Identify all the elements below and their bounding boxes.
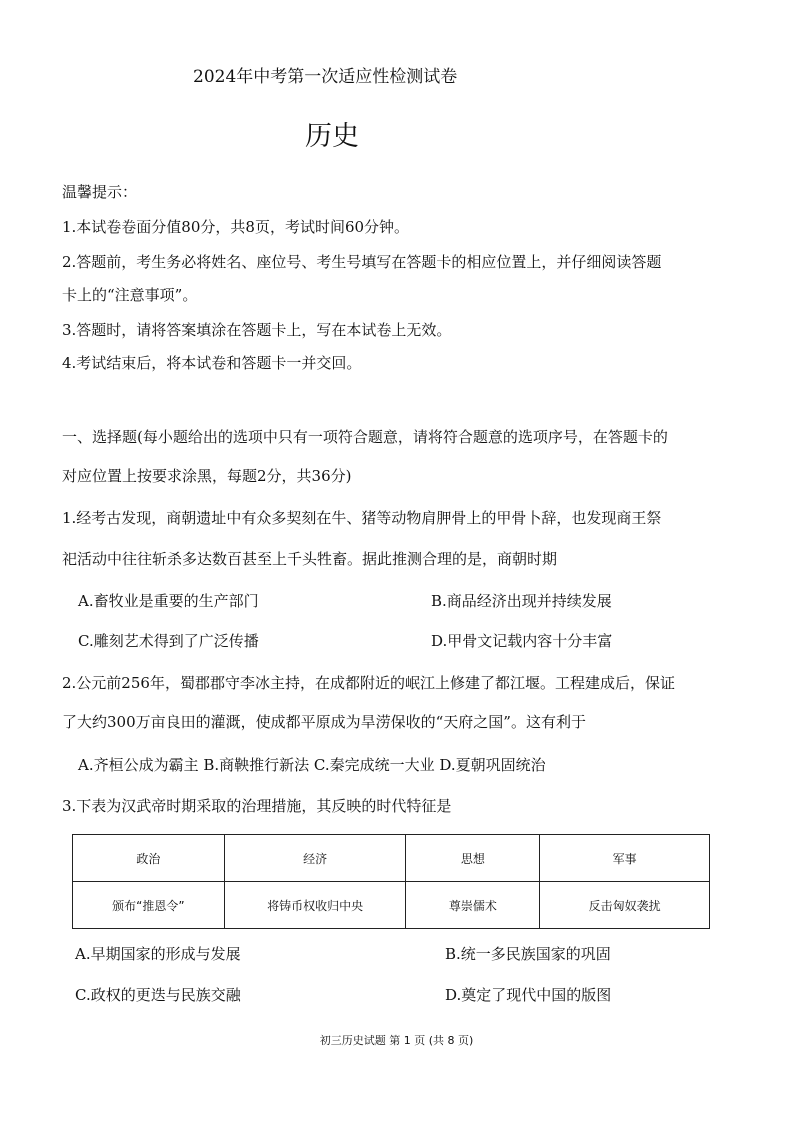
table-header-cell: 思想 (406, 835, 540, 882)
q1-option-b: B.商品经济出现并持续发展 (431, 592, 612, 610)
table-cell: 将铸币权收归中央 (224, 882, 406, 929)
notice-item-1: 1.本试卷卷面分值80分，共8页，考试时间60分钟。 (62, 218, 410, 236)
table-header-cell: 军事 (540, 835, 710, 882)
table-row (73, 882, 710, 929)
question-1-stem-cont: 祀活动中往往斩杀多达数百甚至上千头牲畜。据此推测合理的是，商朝时期 (62, 550, 558, 568)
q1-option-d: D.甲骨文记载内容十分丰富 (431, 632, 613, 650)
table-cell: 尊崇儒术 (406, 882, 540, 929)
q1-option-c: C.雕刻艺术得到了广泛传播 (78, 632, 259, 650)
q3-option-b: B.统一多民族国家的巩固 (445, 945, 611, 963)
exam-title: 2024年中考第一次适应性检测试卷 (193, 67, 458, 87)
notice-item-2-cont: 卡上的“注意事项”。 (62, 286, 198, 304)
table-cell: 反击匈奴袭扰 (540, 882, 710, 929)
table-header-cell: 政治 (73, 835, 225, 882)
question-2-stem: 2.公元前256年，蜀郡郡守李冰主持，在成都附近的岷江上修建了都江堰。工程建成后，保证 (62, 674, 675, 692)
notice-heading: 温馨提示： (62, 183, 138, 201)
notice-item-4: 4.考试结束后，将本试卷和答题卡一并交回。 (62, 354, 362, 372)
q1-option-a: A.畜牧业是重要的生产部门 (78, 592, 259, 610)
subject-title: 历史 (305, 121, 359, 152)
notice-item-2: 2.答题前，考生务必将姓名、座位号、考生号填写在答题卡的相应位置上，并仔细阅读答题 (62, 253, 662, 271)
notice-item-3: 3.答题时，请将答案填涂在答题卡上，写在本试卷上无效。 (62, 321, 452, 339)
page-footer: 初三历史试题 第 1 页 (共 8 页) (319, 1034, 474, 1047)
measures-table (72, 834, 710, 929)
table-header-cell: 经济 (224, 835, 406, 882)
q2-options: A.齐桓公成为霸主 B.商鞅推行新法 C.秦完成统一大业 D.夏朝巩固统治 (78, 756, 546, 774)
q3-option-a: A.早期国家的形成与发展 (75, 945, 241, 963)
table-header-row (73, 835, 710, 882)
section-heading: 一、选择题(每小题给出的选项中只有一项符合题意，请将符合题意的选项序号，在答题卡的 (62, 428, 668, 446)
question-2-stem-cont: 了大约300万亩良田的灌溉，使成都平原成为旱涝保收的“天府之国”。这有利于 (62, 713, 586, 731)
q3-option-d: D.奠定了现代中国的版图 (445, 986, 612, 1004)
table-cell: 颁布“推恩令” (73, 882, 225, 929)
section-heading-cont: 对应位置上按要求涂黑，每题2分，共36分) (62, 467, 352, 485)
question-1-stem: 1.经考古发现，商朝遗址中有众多契刻在牛、猪等动物肩胛骨上的甲骨卜辞，也发现商王祭 (62, 509, 662, 527)
question-3-stem: 3.下表为汉武帝时期采取的治理措施，其反映的时代特征是 (62, 797, 452, 815)
q3-option-c: C.政权的更迭与民族交融 (75, 986, 241, 1004)
